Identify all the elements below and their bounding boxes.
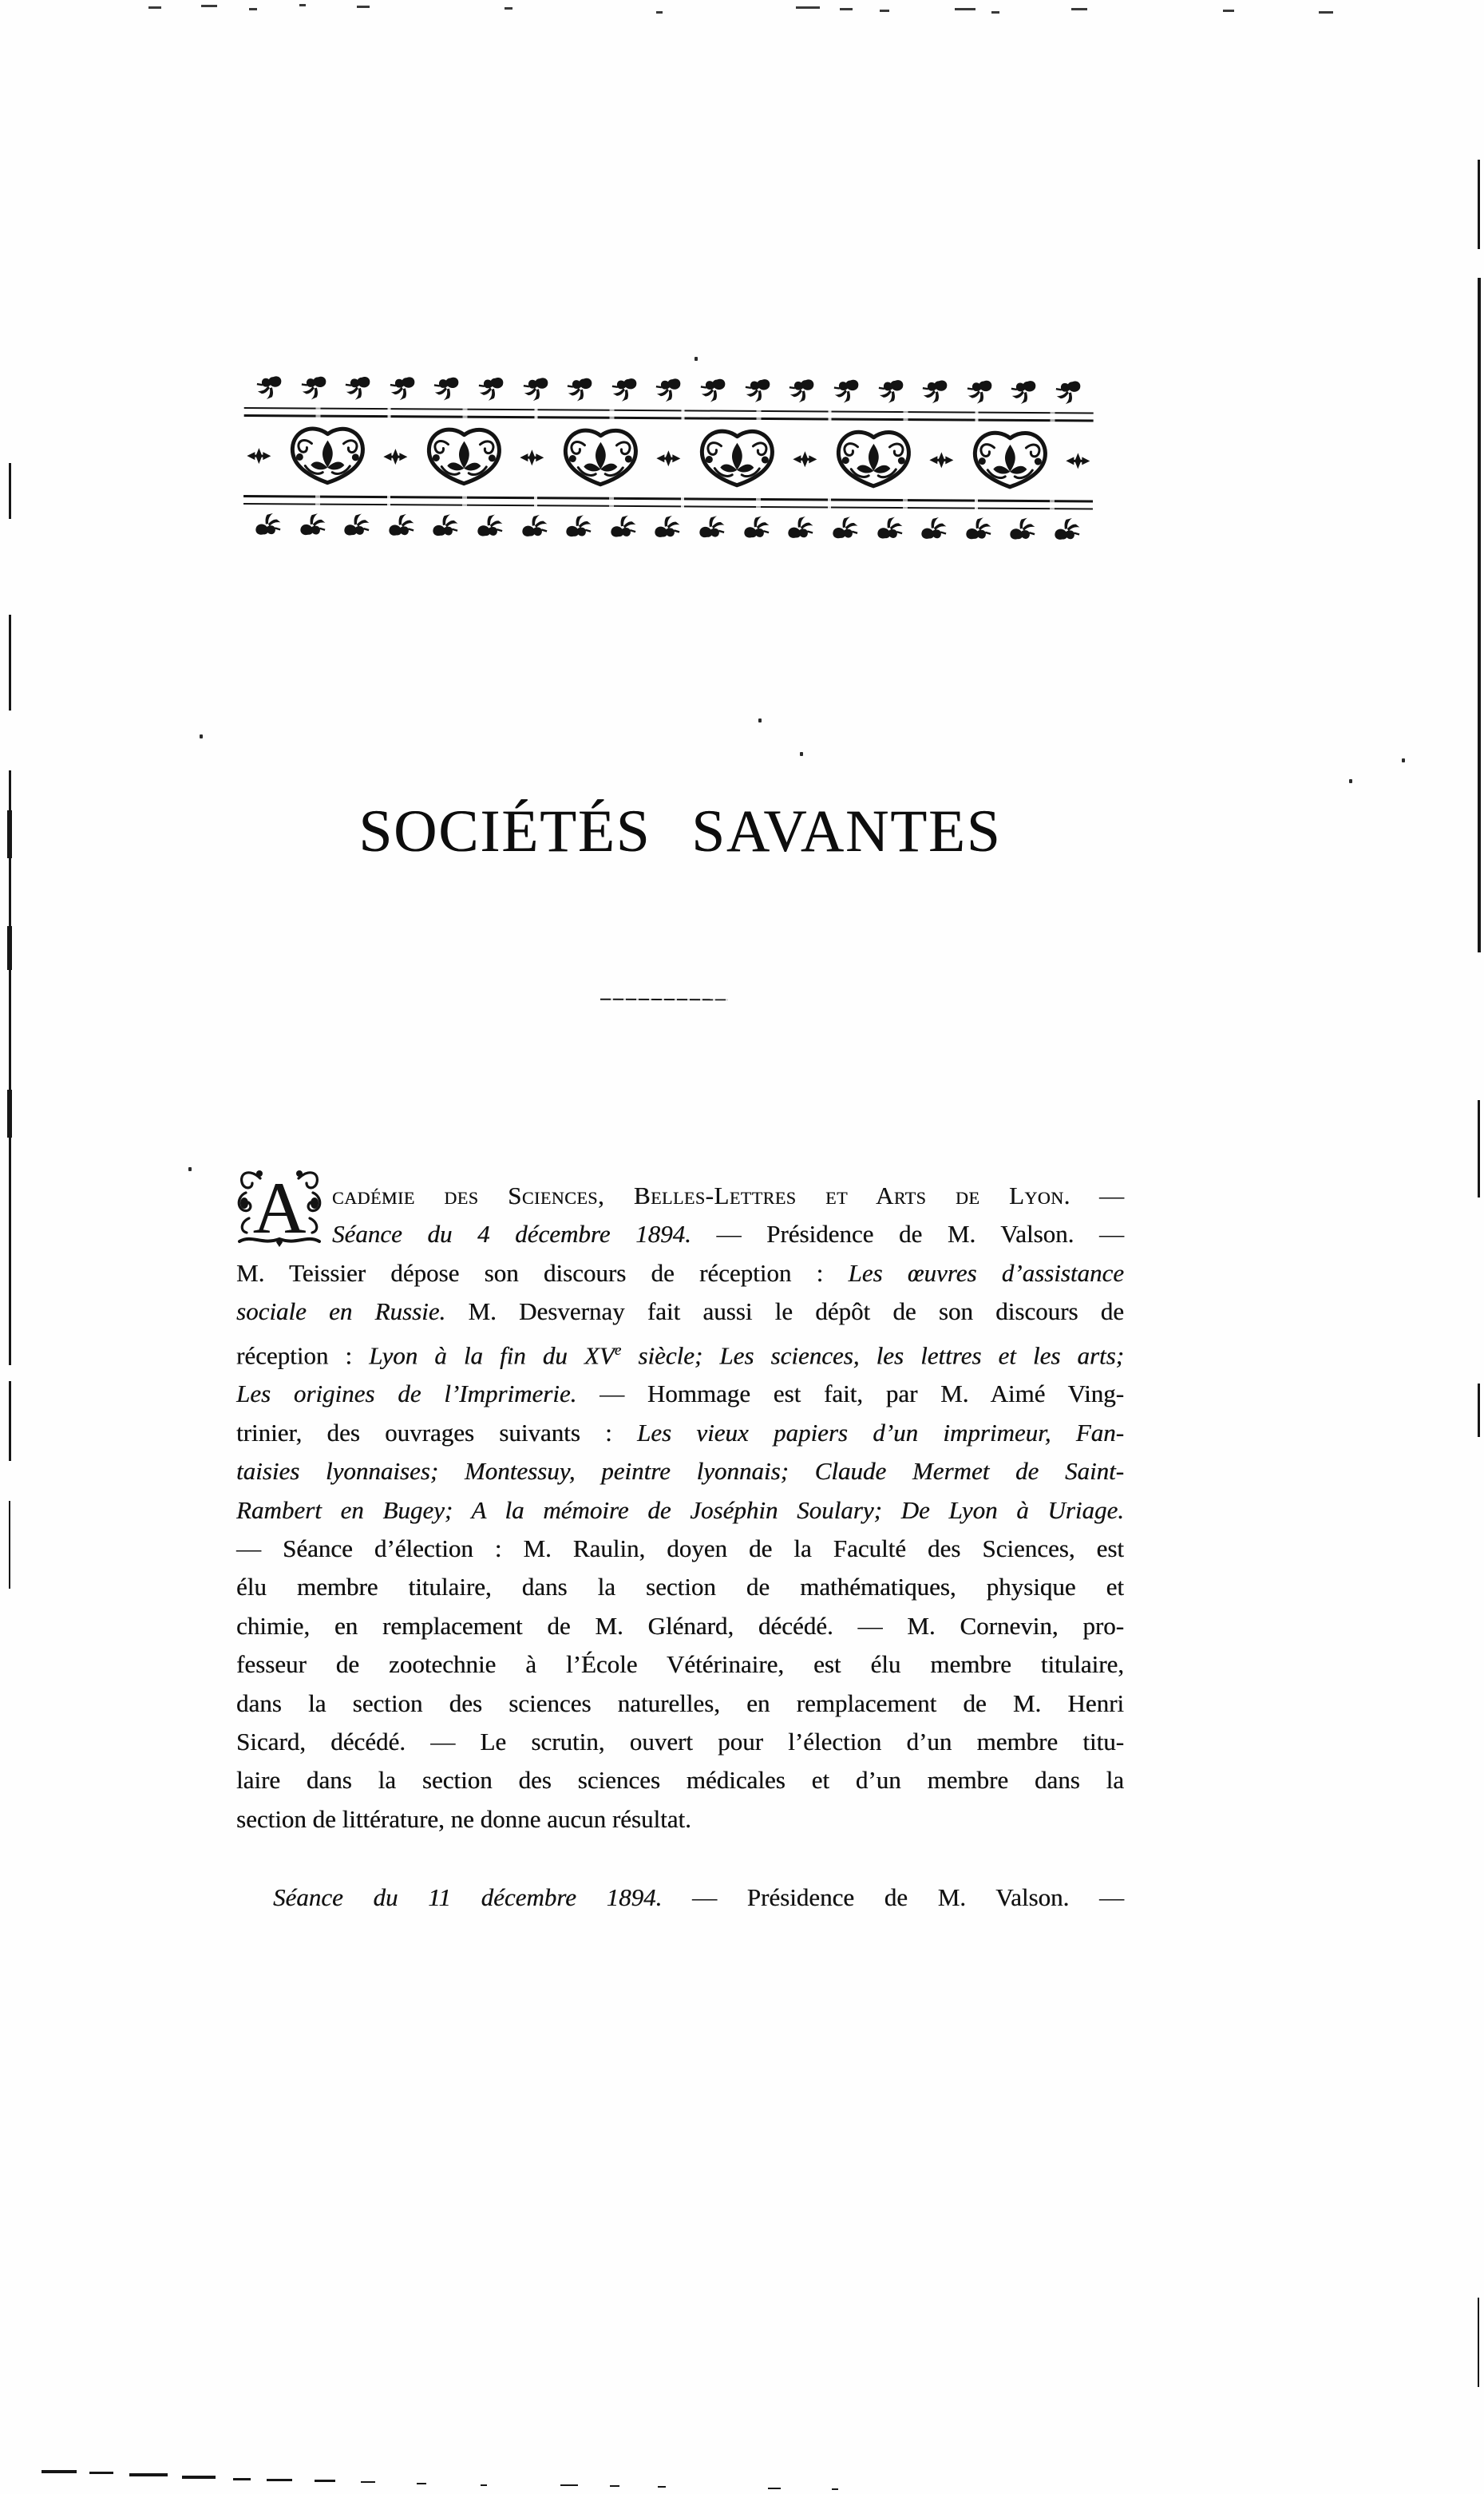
arrow-cross-separator-icon <box>520 448 544 467</box>
scan-edge-mark <box>1478 278 1481 952</box>
scan-edge-mark <box>1478 2298 1479 2387</box>
scan-edge-mark <box>9 615 11 711</box>
scan-edge-mark <box>768 2488 781 2489</box>
floral-sprig-icon <box>297 510 328 540</box>
arrow-cross-separator-icon <box>929 450 953 469</box>
scan-edge-mark <box>7 1090 12 1138</box>
article-lines <box>236 1177 1124 1918</box>
sprig-row-top <box>244 372 1094 407</box>
scan-edge-mark <box>1478 1100 1480 1198</box>
floral-sprig-icon <box>1010 379 1038 405</box>
text-line: fesseur de zootechnie à l’École Vétérinaire, est élu membre titulaire, <box>236 1650 1124 1679</box>
scan-speck <box>758 719 762 722</box>
scan-speck <box>1349 779 1352 783</box>
text-line: Les origines de l’Imprimerie. — Hommage est fait, par M. Aimé Ving- <box>236 1380 1124 1408</box>
foliate-heart-motif-icon <box>421 425 506 489</box>
scan-edge-mark <box>610 2485 619 2487</box>
floral-sprig-icon <box>963 514 994 544</box>
floral-sprig-icon <box>433 375 461 401</box>
scan-speck <box>1402 758 1405 762</box>
floral-sprig-icon <box>608 513 639 542</box>
floral-sprig-icon <box>611 377 639 402</box>
floral-sprig-icon <box>342 510 373 540</box>
text-line: chimie, en remplacement de M. Glénard, décédé. — M. Cornevin, pro- <box>236 1611 1124 1640</box>
scan-edge-mark <box>9 463 11 519</box>
floral-sprig-icon <box>344 375 372 401</box>
page-title: SOCIÉTÉS SAVANTES <box>358 798 1002 865</box>
text-line: section de littérature, ne donne aucun résultat. <box>236 1804 691 1833</box>
scan-edge-mark <box>1071 8 1087 10</box>
scan-edge-mark <box>840 8 853 10</box>
svg-text:A: A <box>252 1167 307 1249</box>
text-line: laire dans la section des sciences médicales et d’un membre dans la <box>236 1766 1124 1795</box>
scan-edge-mark <box>1478 1384 1480 1437</box>
scan-edge-mark <box>148 6 161 9</box>
floral-sprig-icon <box>1052 515 1083 544</box>
scan-edge-mark <box>417 2483 426 2484</box>
scan-edge-mark <box>9 1381 11 1461</box>
scan-edge-mark <box>233 2478 251 2480</box>
floral-sprig-icon <box>877 378 904 404</box>
text-line: Séance du 11 décembre 1894. — Présidence de M. Valson. — <box>273 1883 1124 1912</box>
foliate-heart-motif-icon <box>558 426 643 490</box>
article <box>236 1167 1125 1918</box>
scan-edge-mark <box>42 2470 77 2473</box>
floral-sprig-icon <box>1055 379 1082 405</box>
scan-edge-mark <box>129 2473 168 2476</box>
scan-edge-mark <box>182 2476 216 2479</box>
scan-edge-mark <box>1223 10 1234 12</box>
text-line: sociale en Russie. M. Desvernay fait aussi le dépôt de son discours de <box>236 1297 1124 1326</box>
floral-sprig-icon <box>475 512 506 541</box>
arrow-cross-separator-icon <box>383 447 407 466</box>
floral-sprig-icon <box>966 379 994 405</box>
scan-speck <box>800 752 803 756</box>
scan-edge-mark <box>299 4 306 6</box>
text-line: Rambert en Bugey; A la mémoire de Joséphin Soulary; De Lyon à Uriage. <box>236 1495 1124 1524</box>
floral-sprig-icon <box>830 513 861 543</box>
ornate-drop-cap <box>233 1166 326 1250</box>
floral-sprig-icon <box>788 378 816 403</box>
text-line: dans la section des sciences naturelles, en remplacement de M. Henri <box>236 1688 1124 1717</box>
scan-edge-mark <box>832 2488 838 2490</box>
arrow-cross-separator-icon <box>247 446 271 465</box>
scan-speck <box>188 1167 192 1171</box>
scan-edge-mark <box>658 2486 666 2488</box>
scan-edge-mark <box>991 11 999 14</box>
floral-sprig-icon <box>699 377 727 402</box>
scan-edge-mark <box>267 2479 292 2481</box>
title-divider-rule <box>600 999 728 1001</box>
arrow-cross-separator-icon <box>793 449 817 469</box>
scan-edge-mark <box>201 5 217 7</box>
scan-edge-mark <box>9 770 11 1365</box>
foliate-heart-motif-icon <box>968 429 1052 493</box>
text-line: Séance du 4 décembre 1894. — Présidence de M. Valson. — <box>332 1220 1124 1249</box>
floral-sprig-icon <box>521 376 549 402</box>
text-line: élu membre titulaire, dans la section de mathématiques, physique et <box>236 1573 1124 1601</box>
floral-sprig-icon <box>874 514 905 544</box>
text-line: Sicard, décédé. — Le scrutin, ouvert pour l’élection d’un membre titu- <box>236 1728 1124 1756</box>
floral-sprig-icon <box>477 376 505 402</box>
foliate-heart-motif-icon <box>695 426 779 491</box>
scan-edge-mark <box>1478 160 1480 249</box>
foliate-heart-motif-icon <box>285 424 370 489</box>
floral-sprig-icon <box>519 512 550 541</box>
floral-sprig-icon <box>833 378 861 404</box>
scan-edge-mark <box>1319 11 1333 14</box>
arrow-cross-separator-icon <box>656 449 680 468</box>
text-line: — Séance d’élection : M. Raulin, doyen de la Faculté des Sciences, est <box>236 1534 1124 1562</box>
floral-sprig-icon <box>1007 515 1039 544</box>
floral-sprig-icon <box>741 513 772 543</box>
floral-sprig-icon <box>921 378 949 404</box>
text-line: taisies lyonnaises; Montessuy, peintre lyonnais; Claude Mermet de Saint- <box>236 1457 1124 1486</box>
text-line: cadémie des Sciences, Belles-Lettres et Arts de Lyon. — <box>332 1182 1124 1209</box>
floral-sprig-icon <box>919 514 950 544</box>
floral-sprig-icon <box>386 511 417 540</box>
text-line: trinier, des ouvrages suivants : Les vieux papiers d’un imprimeur, Fan- <box>236 1418 1124 1447</box>
scan-edge-mark <box>7 810 12 858</box>
floral-sprig-icon <box>743 378 771 403</box>
scan-edge-mark <box>656 11 663 14</box>
foliate-heart-motif-icon <box>831 427 916 492</box>
floral-sprig-icon <box>564 512 595 541</box>
sprig-row-bottom <box>243 509 1093 544</box>
scan-edge-mark <box>505 7 512 10</box>
floral-sprig-icon <box>697 513 728 542</box>
scan-edge-mark <box>249 8 257 10</box>
scan-edge-mark <box>315 2480 335 2482</box>
header-ornament-band <box>243 372 1094 544</box>
floral-sprig-icon <box>253 510 284 540</box>
floral-sprig-icon <box>389 375 417 401</box>
scan-edge-mark <box>796 6 820 9</box>
floral-sprig-icon <box>652 513 683 542</box>
scan-edge-mark <box>9 1501 10 1589</box>
motif-row <box>243 422 1094 495</box>
scan-edge-mark <box>361 2481 375 2483</box>
floral-sprig-icon <box>299 374 327 400</box>
text-line: M. Teissier dépose son discours de réception : Les œuvres d’assistance <box>236 1258 1125 1287</box>
scan-speck <box>200 734 203 738</box>
scan-edge-mark <box>560 2484 578 2486</box>
scan-edge-mark <box>481 2484 487 2486</box>
floral-sprig-icon <box>786 513 817 543</box>
floral-sprig-icon <box>566 376 594 402</box>
text-line: réception : Lyon à la fin du XVe siècle; Les sciences, les lettres et les arts; <box>236 1340 1124 1369</box>
scan-edge-mark <box>7 926 12 970</box>
floral-sprig-icon <box>430 511 461 540</box>
scan-edge-mark <box>955 8 975 10</box>
scan-speck <box>695 357 698 361</box>
arrow-cross-separator-icon <box>1066 451 1090 470</box>
scan-edge-mark <box>357 6 370 8</box>
floral-sprig-icon <box>255 374 283 400</box>
scan-edge-mark <box>89 2472 113 2474</box>
floral-sprig-icon <box>655 377 683 402</box>
scan-edge-mark <box>880 10 889 12</box>
